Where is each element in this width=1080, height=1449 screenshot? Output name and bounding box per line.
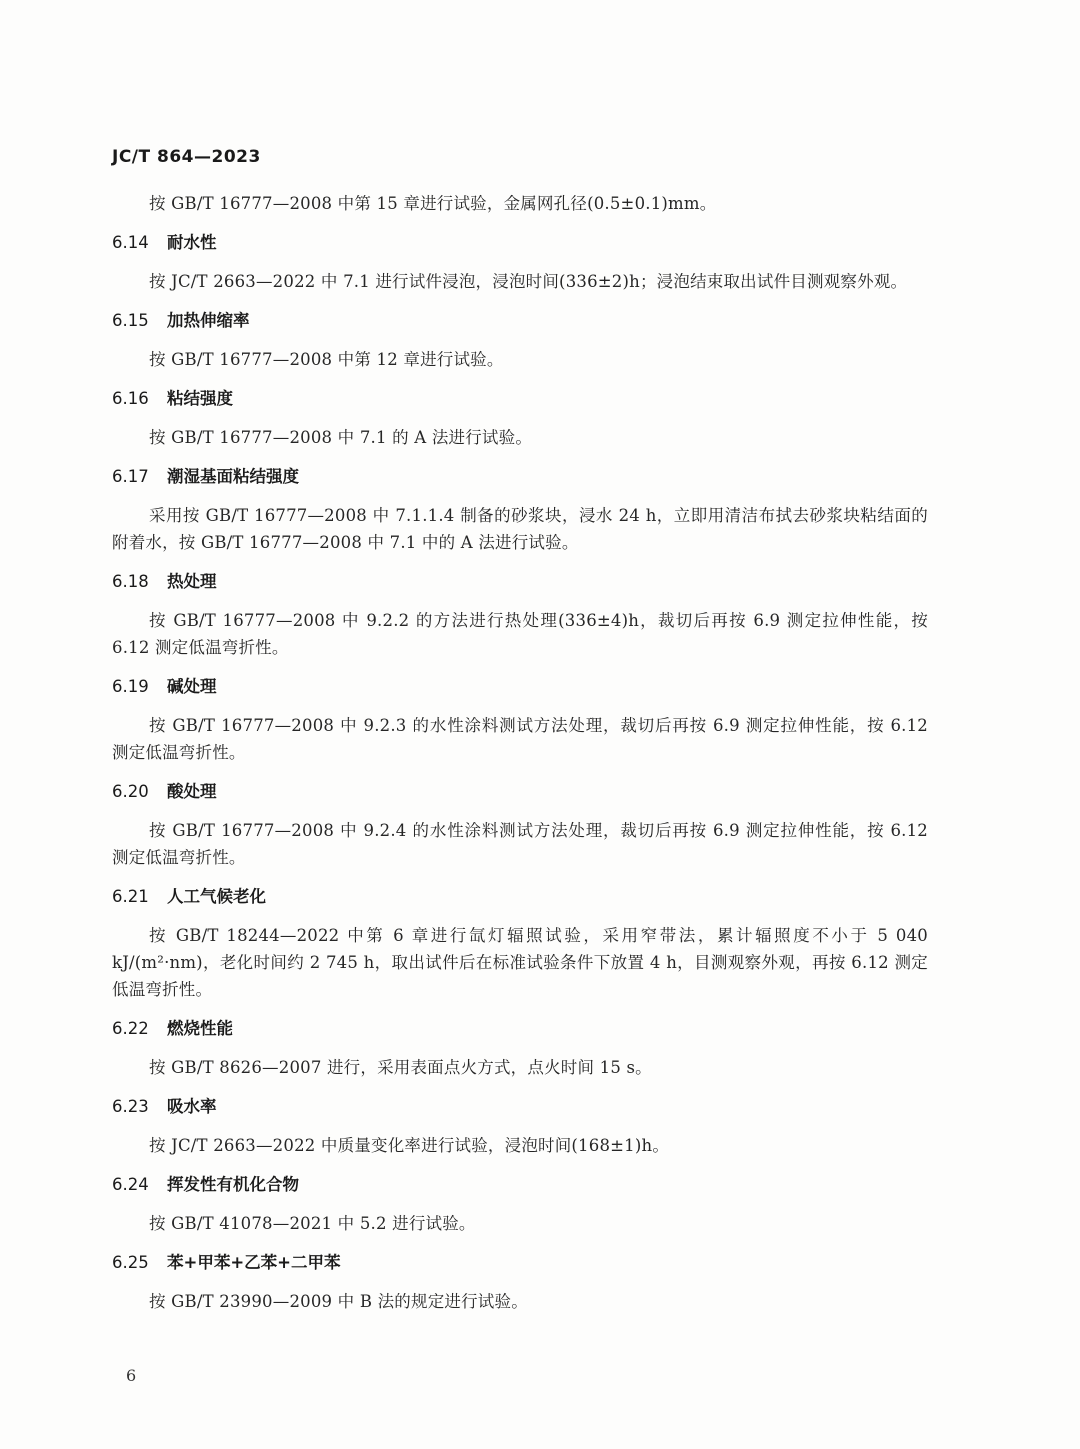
section-title: 热处理 [167,572,217,591]
section-number: 6.22 [112,1019,149,1038]
section-text: 按 GB/T 41078—2021 中 5.2 进行试验。 [149,1214,476,1233]
section-text: 按 GB/T 16777—2008 中 9.2.4 的水性涂料测试方法处理，裁切后再按 6.9 测定拉伸性能，按 6.12 测定低温弯折性。 [112,821,928,867]
section-title: 挥发性有机化合物 [167,1175,299,1194]
section-6-24 [112,1171,928,1237]
section-6-17 [112,463,928,556]
section-heading [112,463,928,490]
section-title: 酸处理 [167,782,217,801]
page-number: 6 [126,1366,137,1385]
section-text: 按 JC/T 2663—2022 中质量变化率进行试验，浸泡时间(168±1)h。 [149,1136,670,1155]
section-number: 6.21 [112,887,149,906]
section-number: 6.19 [112,677,149,696]
section-number: 6.20 [112,782,149,801]
section-heading [112,568,928,595]
document-code: JC/T 864—2023 [112,147,261,167]
section-title: 耐水性 [167,233,217,252]
section-number: 6.17 [112,467,149,486]
section-6-21 [112,883,928,1003]
section-6-14 [112,229,928,295]
section-number: 6.14 [112,233,149,252]
section-number: 6.25 [112,1253,149,1272]
section-text: 按 GB/T 23990—2009 中 B 法的规定进行试验。 [149,1292,528,1311]
section-text: 按 GB/T 8626—2007 进行，采用表面点火方式，点火时间 15 s。 [149,1058,652,1077]
section-6-15 [112,307,928,373]
section-title: 碱处理 [167,677,217,696]
section-heading [112,229,928,256]
section-6-25 [112,1249,928,1315]
section-number: 6.15 [112,311,149,330]
section-6-22 [112,1015,928,1081]
section-text: 按 GB/T 16777—2008 中第 12 章进行试验。 [149,350,504,369]
section-6-16 [112,385,928,451]
section-title: 加热伸缩率 [167,311,250,330]
section-6-19 [112,673,928,766]
intro-paragraph: 按 GB/T 16777—2008 中第 15 章进行试验，金属网孔径(0.5±0.1)mm。 [149,194,717,213]
section-title: 粘结强度 [167,389,233,408]
section-6-20 [112,778,928,871]
section-text: 按 JC/T 2663—2022 中 7.1 进行试件浸泡，浸泡时间(336±2)h；浸泡结束取出试件目测观察外观。 [149,272,908,291]
section-title: 燃烧性能 [167,1019,233,1038]
section-text: 按 GB/T 16777—2008 中 9.2.3 的水性涂料测试方法处理，裁切后再按 6.9 测定拉伸性能，按 6.12 测定低温弯折性。 [112,716,928,762]
section-heading [112,1249,928,1276]
section-heading [112,673,928,700]
section-title: 人工气候老化 [167,887,266,906]
section-number: 6.18 [112,572,149,591]
section-text: 按 GB/T 16777—2008 中 7.1 的 A 法进行试验。 [149,428,533,447]
section-heading [112,778,928,805]
page-content [112,190,928,1327]
section-title: 苯+甲苯+乙苯+二甲苯 [167,1253,341,1272]
section-text: 按 GB/T 16777—2008 中 9.2.2 的方法进行热处理(336±4)h，裁切后再按 6.9 测定拉伸性能，按 6.12 测定低温弯折性。 [112,611,928,657]
section-number: 6.16 [112,389,149,408]
section-number: 6.24 [112,1175,149,1194]
section-number: 6.23 [112,1097,149,1116]
section-6-23 [112,1093,928,1159]
section-title: 吸水率 [167,1097,217,1116]
section-heading [112,1015,928,1042]
section-heading [112,1093,928,1120]
section-heading [112,307,928,334]
section-text: 采用按 GB/T 16777—2008 中 7.1.1.4 制备的砂浆块，浸水 24 h，立即用清洁布拭去砂浆块粘结面的附着水，按 GB/T 16777—2008 中 7.1 中的 A 法进行试验。 [112,506,928,552]
section-heading [112,385,928,412]
section-6-18 [112,568,928,661]
section-heading [112,1171,928,1198]
section-heading [112,883,928,910]
section-text: 按 GB/T 18244—2022 中第 6 章进行氙灯辐照试验，采用窄带法，累计辐照度不小于 5 040 kJ/(m²·nm)，老化时间约 2 745 h，取出试件后在标准试验条件下放置 4 h，目测观察外观，再按 6.12 测定低温弯折性。 [112,926,928,999]
section-title: 潮湿基面粘结强度 [167,467,299,486]
